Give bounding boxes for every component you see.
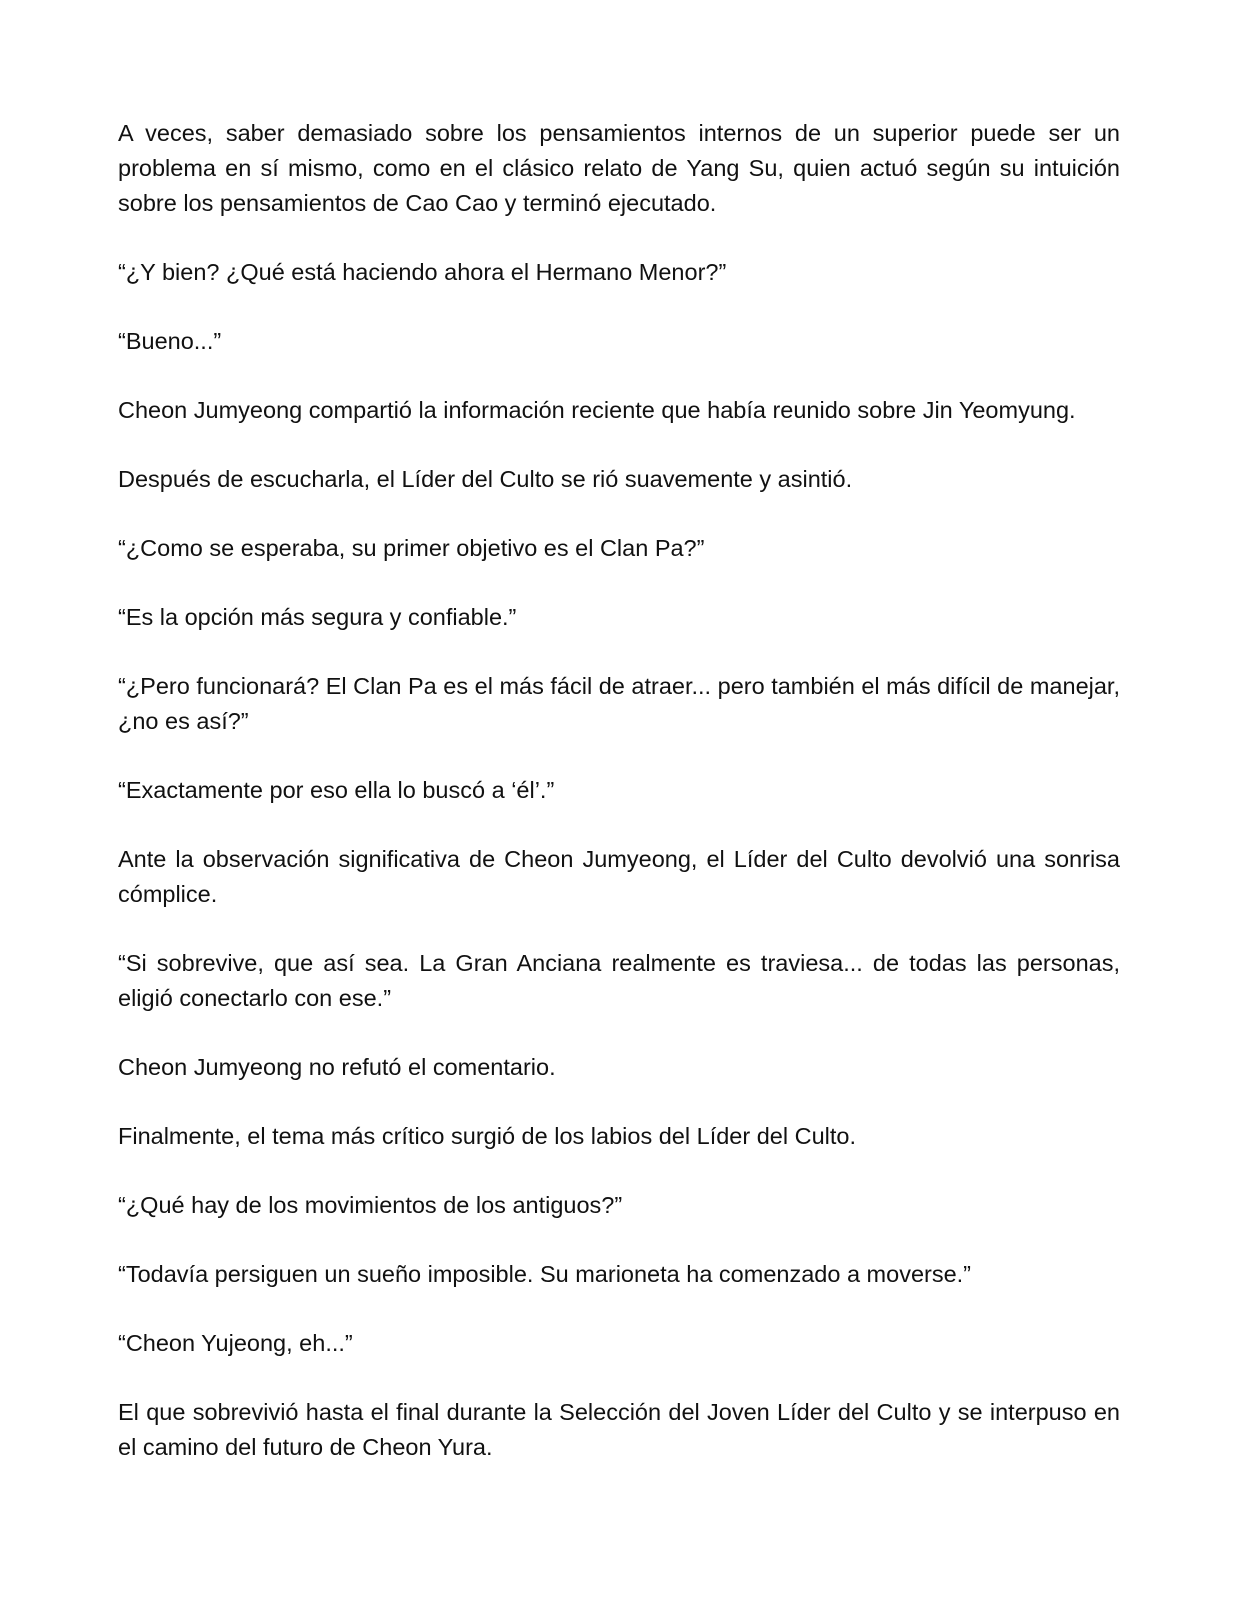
- paragraph: “¿Como se esperaba, su primer objetivo es el Clan Pa?”: [118, 535, 705, 561]
- document-page: [118, 116, 1120, 1465]
- paragraph: Ante la observación significativa de Cheon Jumyeong, el Líder del Culto devolvió una sonrisa cómplice.: [118, 846, 1120, 907]
- paragraph: “Exactamente por eso ella lo buscó a ‘él’.”: [118, 777, 555, 803]
- paragraph: Finalmente, el tema más crítico surgió de los labios del Líder del Culto.: [118, 1123, 856, 1149]
- paragraph: “Bueno...”: [118, 328, 222, 354]
- paragraph: A veces, saber demasiado sobre los pensamientos internos de un superior puede ser un problema en sí mismo, como en el clásico relato de Yang Su, quien actuó según su intuición sobre los pensamientos de Cao Cao y terminó ejecutado.: [118, 120, 1120, 216]
- paragraph: “¿Pero funcionará? El Clan Pa es el más fácil de atraer... pero también el más difícil de manejar, ¿no es así?”: [118, 673, 1120, 734]
- paragraph: “Si sobrevive, que así sea. La Gran Anciana realmente es traviesa... de todas las personas, eligió conectarlo con ese.”: [118, 950, 1120, 1011]
- paragraph: Cheon Jumyeong compartió la información reciente que había reunido sobre Jin Yeomyung.: [118, 397, 1076, 423]
- paragraph: Después de escucharla, el Líder del Culto se rió suavemente y asintió.: [118, 466, 853, 492]
- paragraph: “Es la opción más segura y confiable.”: [118, 604, 517, 630]
- paragraph: “Todavía persiguen un sueño imposible. Su marioneta ha comenzado a moverse.”: [118, 1261, 972, 1287]
- paragraph: “¿Qué hay de los movimientos de los antiguos?”: [118, 1192, 623, 1218]
- paragraph: El que sobrevivió hasta el final durante la Selección del Joven Líder del Culto y se interpuso en el camino del futuro de Cheon Yura.: [118, 1399, 1120, 1460]
- paragraph: “Cheon Yujeong, eh...”: [118, 1330, 353, 1356]
- paragraph: “¿Y bien? ¿Qué está haciendo ahora el Hermano Menor?”: [118, 259, 727, 285]
- paragraph: Cheon Jumyeong no refutó el comentario.: [118, 1054, 556, 1080]
